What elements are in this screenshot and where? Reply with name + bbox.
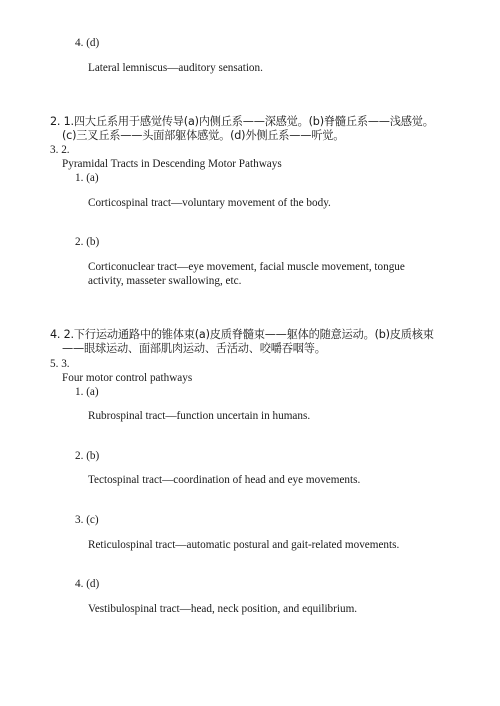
- section-number: 3. 2.: [50, 144, 70, 156]
- item-description: Rubrospinal tract—function uncertain in humans.: [88, 410, 311, 422]
- chinese-summary-line: 4. 2.下行运动通路中的锥体束(a)皮质脊髓束——躯体的随意运动。(b)皮质核束: [50, 328, 434, 341]
- item-description: Tectospinal tract—coordination of head and eye movements.: [88, 474, 361, 486]
- section-heading: Four motor control pathways: [62, 372, 193, 384]
- item-description: Vestibulospinal tract—head, neck position, and equilibrium.: [88, 603, 358, 615]
- item-description: activity, masseter swallowing, etc.: [88, 275, 242, 287]
- item-label: 1. (a): [75, 172, 99, 184]
- item-label: 1. (a): [75, 386, 99, 398]
- item-label: 2. (b): [75, 450, 100, 462]
- item-description: Lateral lemniscus—auditory sensation.: [88, 62, 263, 74]
- chinese-summary-line: 2. 1.四大丘系用于感觉传导(a)内侧丘系——深感觉。(b)脊髓丘系——浅感觉。: [50, 115, 434, 128]
- item-label: 3. (c): [75, 514, 99, 526]
- item-label: 2. (b): [75, 236, 100, 248]
- chinese-summary-line: ——眼球运动、面部肌肉运动、舌活动、咬嚼吞咽等。: [62, 342, 326, 355]
- item-label: 4. (d): [75, 37, 100, 49]
- section-heading: Pyramidal Tracts in Descending Motor Pathways: [62, 158, 282, 170]
- item-description: Reticulospinal tract—automatic postural and gait-related movements.: [88, 539, 400, 551]
- section-number: 5. 3.: [50, 358, 70, 370]
- item-description: Corticospinal tract—voluntary movement of the body.: [88, 197, 331, 209]
- item-label: 4. (d): [75, 578, 100, 590]
- item-description: Corticonuclear tract—eye movement, facial muscle movement, tongue: [88, 261, 405, 273]
- chinese-summary-line: (c)三叉丘系——头面部躯体感觉。(d)外侧丘系——听觉。: [62, 129, 345, 142]
